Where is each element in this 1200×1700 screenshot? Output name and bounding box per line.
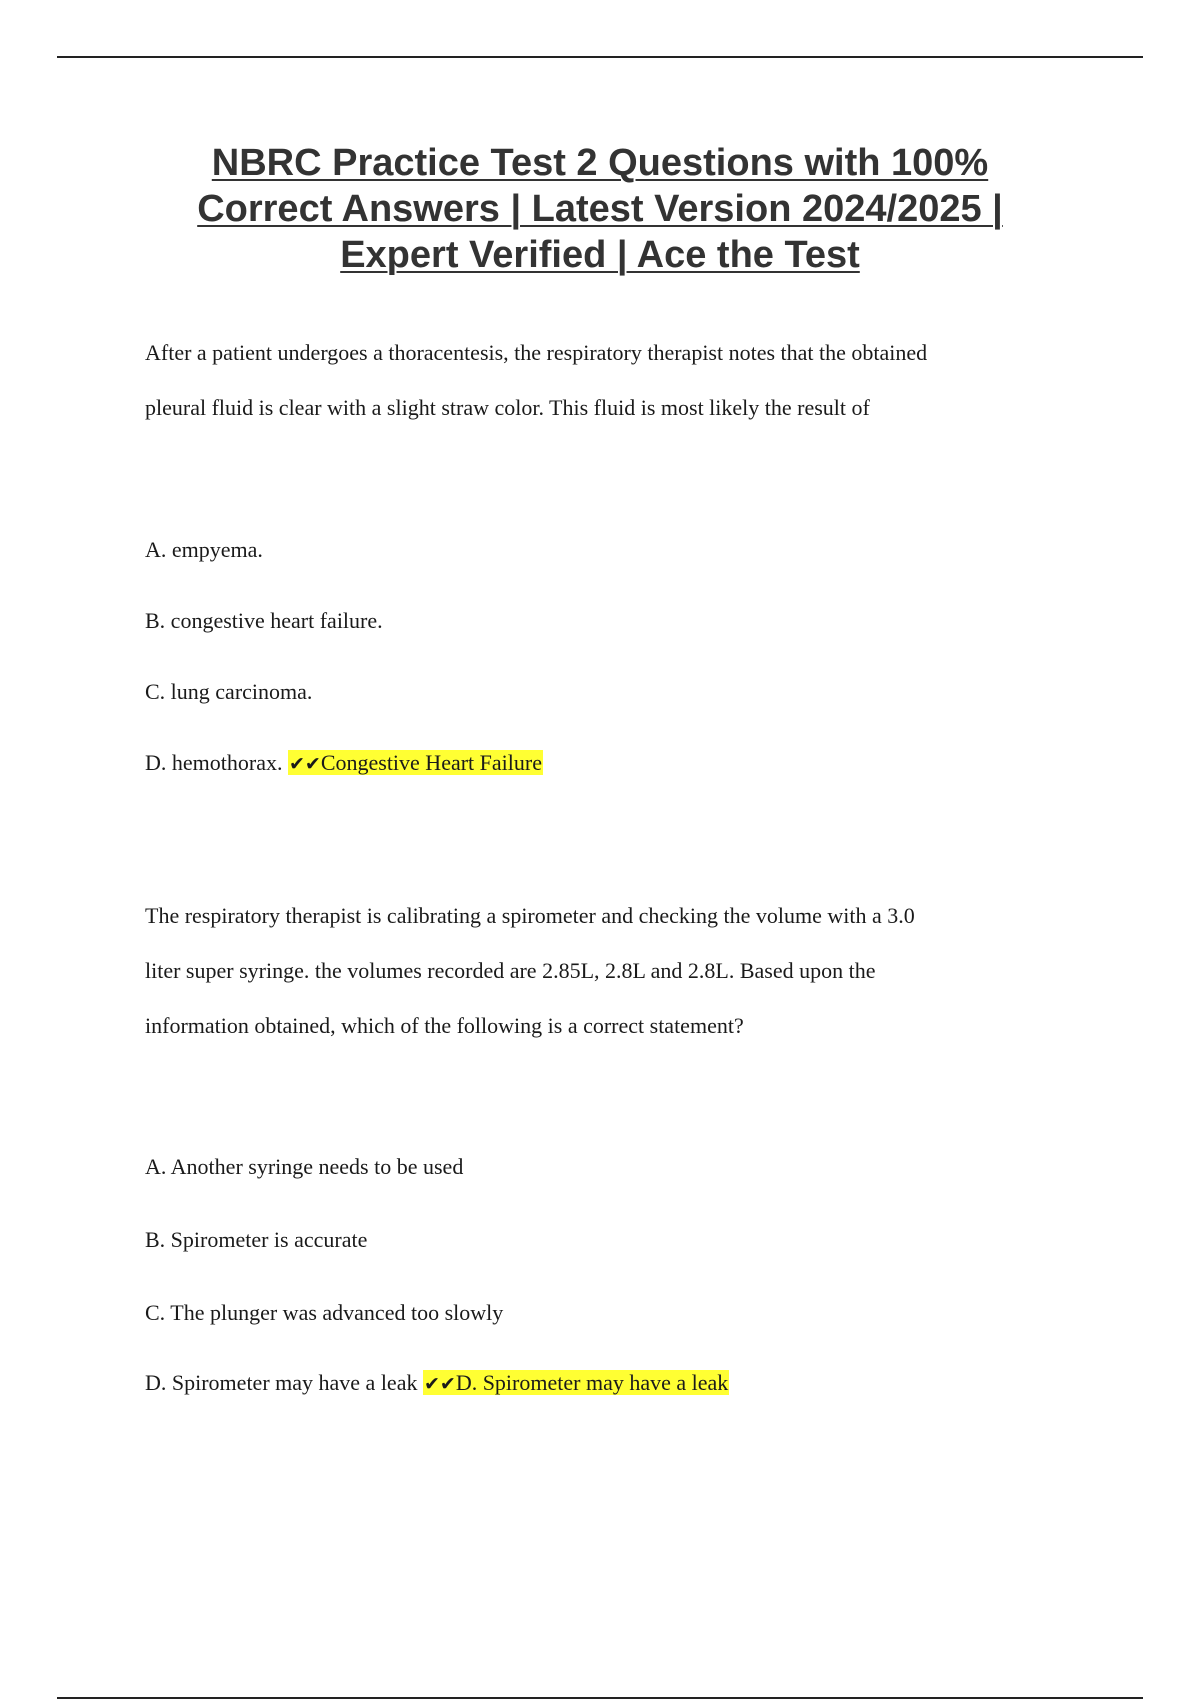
question-2-option-c: C. The plunger was advanced too slowly — [145, 1300, 504, 1325]
question-1-option-b: B. congestive heart failure. — [145, 608, 383, 633]
question-1-option-a: A. empyema. — [145, 537, 263, 562]
question-1-option-c: C. lung carcinoma. — [145, 679, 313, 704]
question-1-stem-line-1: After a patient undergoes a thoracentesis, the respiratory therapist notes that the obtained — [145, 340, 928, 365]
bottom-rule — [57, 1697, 1143, 1699]
question-1-stem — [145, 325, 1045, 435]
top-rule — [57, 56, 1143, 58]
question-1-stem-line-2: pleural fluid is clear with a slight straw color. This fluid is most likely the result of — [145, 395, 870, 420]
question-1-answer-text: Congestive Heart Failure — [320, 750, 542, 775]
question-2-stem — [145, 888, 1045, 1053]
question-2-option-b: B. Spirometer is accurate — [145, 1227, 368, 1252]
question-1-option-d — [145, 748, 543, 779]
question-1-answer-highlight — [288, 750, 543, 775]
question-2-option-a: A. Another syringe needs to be used — [145, 1154, 464, 1179]
question-2-option-d — [145, 1368, 729, 1399]
title-line-2: Correct Answers | Latest Version 2024/2025 | — [197, 188, 1003, 230]
question-2-option-d-text: D. Spirometer may have a leak — [145, 1370, 418, 1395]
question-2-stem-line-1: The respiratory therapist is calibrating a spirometer and checking the volume with a 3.0 — [145, 903, 915, 928]
question-2-answer-highlight — [423, 1370, 729, 1395]
title-line-1: NBRC Practice Test 2 Questions with 100% — [211, 142, 989, 184]
question-2-stem-line-3: information obtained, which of the following is a correct statement? — [145, 1013, 744, 1038]
question-2-answer-text: D. Spirometer may have a leak — [455, 1370, 729, 1395]
question-2-stem-line-2: liter super syringe. the volumes recorded are 2.85L, 2.8L and 2.8L. Based upon the — [145, 958, 876, 983]
document-title — [110, 140, 1090, 278]
checkmark-icon: ✔✔ — [288, 753, 321, 775]
checkmark-icon: ✔✔ — [423, 1373, 456, 1395]
question-1-option-d-text: D. hemothorax. — [145, 750, 283, 775]
title-line-3: Expert Verified | Ace the Test — [340, 234, 860, 276]
